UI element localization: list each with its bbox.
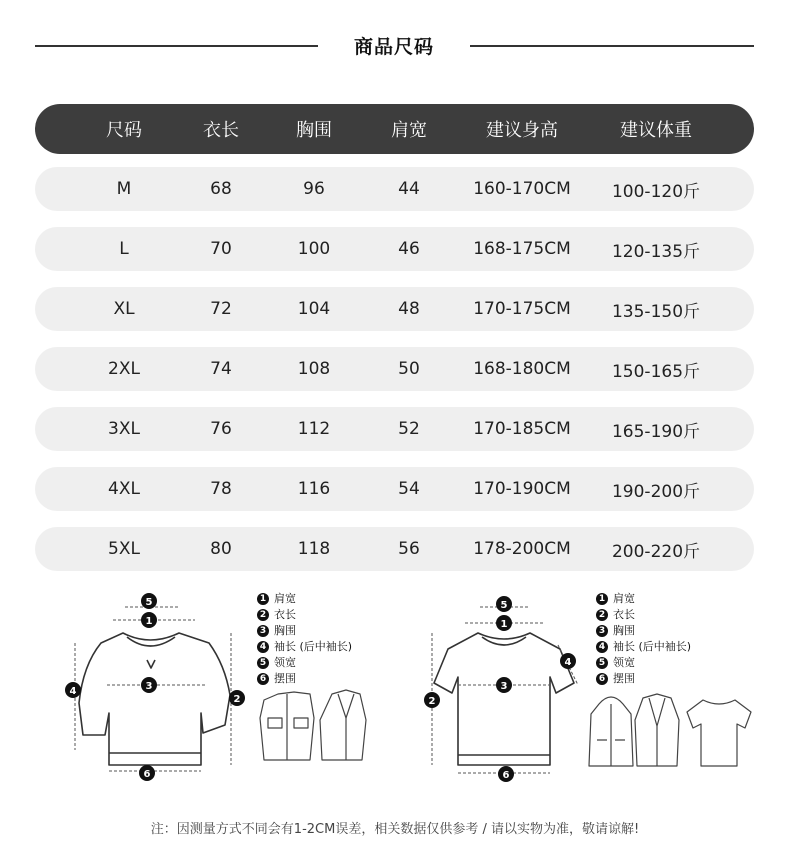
legend-number: 4 xyxy=(257,641,269,653)
legend-item xyxy=(257,655,352,671)
table-row xyxy=(35,167,754,211)
legend-right xyxy=(596,591,691,687)
legend-item xyxy=(257,591,352,607)
table-row xyxy=(35,227,754,271)
sweatshirt-measurement-diagram xyxy=(55,585,255,785)
marker-5-label: 5 xyxy=(145,597,153,608)
cell-height: 168-175CM xyxy=(473,239,571,259)
cell-size: 4XL xyxy=(108,479,140,499)
title-row xyxy=(0,28,790,64)
cell-chest: 112 xyxy=(297,419,331,439)
cell-length: 76 xyxy=(210,419,232,439)
marker-1-label: 1 xyxy=(500,619,508,630)
cell-height: 160-170CM xyxy=(473,179,571,199)
cell-size: 3XL xyxy=(108,419,140,439)
cell-size: L xyxy=(119,239,129,259)
legend-item xyxy=(257,623,352,639)
cell-length: 70 xyxy=(210,239,232,259)
table-row xyxy=(35,467,754,511)
measurement-note: 注：因测量方式不同会有1-2CM误差，相关数据仅供参考 / 请以实物为准，敬请谅解! xyxy=(150,822,640,837)
header-shoulder: 肩宽 xyxy=(391,120,427,141)
tshirt-small-icon xyxy=(687,700,751,766)
cell-size: 5XL xyxy=(108,539,140,559)
tshirt-outline xyxy=(434,633,574,765)
cell-shoulder: 48 xyxy=(398,299,420,319)
jacket-illustrations-left xyxy=(258,688,368,768)
legend-text: 衣长 xyxy=(274,608,296,621)
legend-left xyxy=(257,591,352,687)
tshirt-measurement-diagram xyxy=(420,585,590,785)
cell-weight: 165-190斤 xyxy=(611,421,701,442)
header-height: 建议身高 xyxy=(486,120,558,141)
cell-length: 80 xyxy=(210,539,232,559)
legend-item xyxy=(596,623,691,639)
table-row xyxy=(35,527,754,571)
title-divider-right xyxy=(470,45,754,47)
cell-weight: 200-220斤 xyxy=(611,541,701,562)
legend-text: 胸围 xyxy=(274,624,296,637)
legend-number: 2 xyxy=(257,609,269,621)
page-title: 商品尺码 xyxy=(353,36,434,58)
legend-text: 摆围 xyxy=(613,672,635,685)
cell-shoulder: 46 xyxy=(398,239,420,259)
header-chest: 胸围 xyxy=(296,120,332,141)
legend-text: 衣长 xyxy=(613,608,635,621)
sweatshirt-outline xyxy=(79,633,230,765)
cell-height: 168-180CM xyxy=(473,359,571,379)
table-row xyxy=(35,347,754,391)
cell-shoulder: 52 xyxy=(398,419,420,439)
garment-illustrations-right xyxy=(585,690,755,770)
cell-height: 170-185CM xyxy=(473,419,571,439)
marker-1-label: 1 xyxy=(145,616,153,627)
legend-text: 胸围 xyxy=(613,624,635,637)
table-row xyxy=(35,287,754,331)
cell-weight: 100-120斤 xyxy=(611,181,701,202)
marker-2-label: 2 xyxy=(428,696,436,707)
cell-shoulder: 50 xyxy=(398,359,420,379)
legend-number: 1 xyxy=(257,593,269,605)
legend-text: 领宽 xyxy=(274,656,296,669)
cell-length: 68 xyxy=(210,179,232,199)
legend-item xyxy=(257,607,352,623)
cell-chest: 100 xyxy=(297,239,331,259)
legend-text: 肩宽 xyxy=(613,592,635,605)
cell-chest: 118 xyxy=(297,539,331,559)
cell-size: M xyxy=(116,179,132,199)
legend-number: 2 xyxy=(596,609,608,621)
legend-number: 1 xyxy=(596,593,608,605)
marker-4-label: 4 xyxy=(69,686,77,697)
legend-number: 3 xyxy=(257,625,269,637)
legend-number: 5 xyxy=(257,657,269,669)
marker-6-label: 6 xyxy=(143,769,151,780)
cell-chest: 108 xyxy=(297,359,331,379)
legend-item xyxy=(257,639,352,655)
marker-3-label: 3 xyxy=(145,681,153,692)
legend-text: 领宽 xyxy=(613,656,635,669)
cell-height: 170-175CM xyxy=(473,299,571,319)
cell-height: 178-200CM xyxy=(473,539,571,559)
legend-number: 3 xyxy=(596,625,608,637)
cell-height: 170-190CM xyxy=(473,479,571,499)
legend-item xyxy=(596,639,691,655)
cell-chest: 104 xyxy=(297,299,331,319)
legend-item xyxy=(257,671,352,687)
cell-weight: 190-200斤 xyxy=(611,481,701,502)
header-size: 尺码 xyxy=(106,120,142,141)
legend-number: 6 xyxy=(596,673,608,685)
legend-number: 4 xyxy=(596,641,608,653)
title-divider-left xyxy=(35,45,318,47)
legend-item xyxy=(596,607,691,623)
cell-shoulder: 56 xyxy=(398,539,420,559)
legend-text: 袖长 (后中袖长) xyxy=(613,640,692,653)
legend-text: 肩宽 xyxy=(274,592,296,605)
cell-chest: 116 xyxy=(297,479,331,499)
size-table-header xyxy=(35,104,754,154)
legend-number: 6 xyxy=(257,673,269,685)
header-length: 衣长 xyxy=(203,120,239,141)
cell-chest: 96 xyxy=(303,179,325,199)
legend-item xyxy=(596,591,691,607)
legend-text: 袖长 (后中袖长) xyxy=(274,640,353,653)
legend-number: 5 xyxy=(596,657,608,669)
legend-item xyxy=(596,655,691,671)
cell-size: 2XL xyxy=(108,359,140,379)
marker-3-label: 3 xyxy=(500,681,508,692)
marker-4-label: 4 xyxy=(564,657,572,668)
cell-length: 74 xyxy=(210,359,232,379)
legend-item xyxy=(596,671,691,687)
cell-shoulder: 54 xyxy=(398,479,420,499)
cell-length: 72 xyxy=(210,299,232,319)
marker-6-label: 6 xyxy=(502,770,510,781)
cell-weight: 150-165斤 xyxy=(611,361,701,382)
cell-shoulder: 44 xyxy=(398,179,420,199)
legend-text: 摆围 xyxy=(274,672,296,685)
cell-weight: 120-135斤 xyxy=(611,241,701,262)
blazer-icon xyxy=(320,690,366,760)
cell-weight: 135-150斤 xyxy=(611,301,701,322)
header-weight: 建议体重 xyxy=(620,120,692,141)
sweatshirt-v-stitch xyxy=(147,660,155,668)
table-row xyxy=(35,407,754,451)
marker-2-label: 2 xyxy=(233,694,241,705)
cell-size: XL xyxy=(113,299,135,319)
marker-5-label: 5 xyxy=(500,600,508,611)
cell-length: 78 xyxy=(210,479,232,499)
